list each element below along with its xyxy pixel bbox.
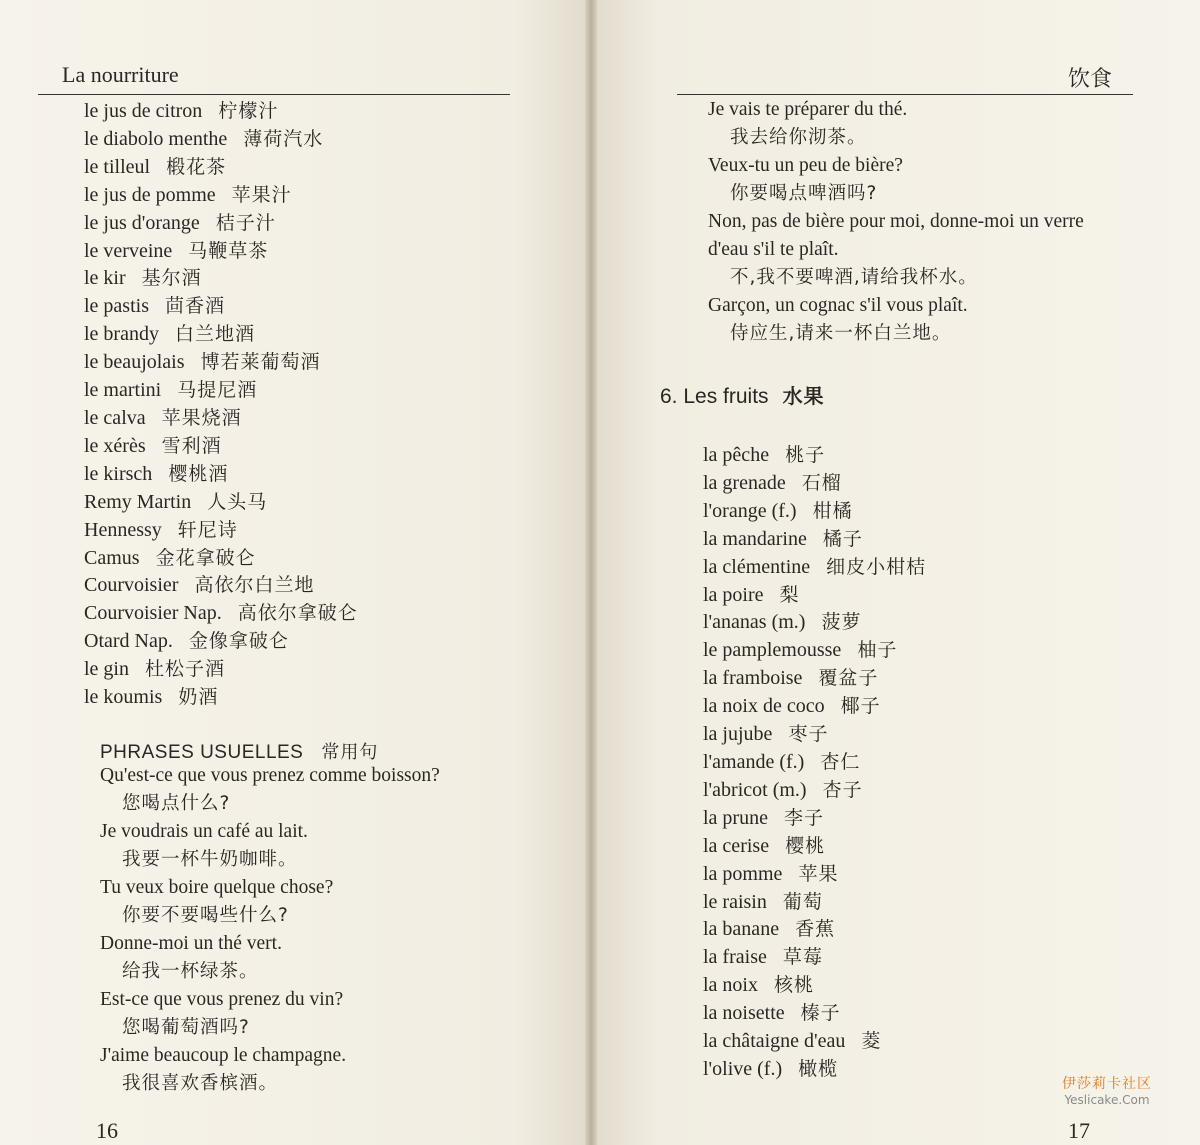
vocab-item — [84, 293, 358, 321]
phrase-item — [100, 1042, 440, 1098]
section-title-fruits — [660, 380, 825, 409]
phrase-item — [708, 292, 1084, 348]
vocab-fr: le koumis — [84, 686, 163, 709]
left-page — [0, 0, 585, 1145]
vocab-fr: Courvoisier Nap. — [84, 602, 222, 625]
vocab-zh: 菠萝 — [821, 611, 862, 634]
vocab-item — [703, 582, 926, 610]
vocab-zh: 薄荷汽水 — [243, 127, 324, 150]
vocab-zh: 苹果 — [798, 862, 839, 885]
vocab-item — [84, 684, 358, 712]
phrase-fr-cont: d'eau s'il te plaît. — [708, 239, 839, 260]
phrase-fr: J'aime beaucoup le champagne. — [100, 1045, 347, 1066]
running-head-right: 饮食 — [1067, 67, 1112, 92]
vocab-zh: 椰子 — [840, 695, 881, 718]
phrase-fr: Veux-tu un peu de bière? — [708, 155, 903, 176]
right-phrases-list — [708, 96, 1084, 348]
vocab-zh: 核桃 — [774, 974, 815, 997]
vocab-fr: le martini — [84, 379, 162, 402]
vocab-zh: 杜松子酒 — [145, 658, 226, 681]
vocab-zh: 覆盆子 — [818, 667, 879, 690]
vocab-item — [84, 572, 358, 600]
vocab-item — [703, 944, 926, 972]
vocab-zh: 桔子汁 — [215, 211, 276, 234]
phrase-zh: 你要不要喝些什么? — [122, 905, 289, 926]
vocab-zh: 橄榄 — [798, 1057, 839, 1080]
vocab-zh: 苹果烧酒 — [161, 406, 242, 429]
vocab-item — [703, 637, 926, 665]
vocab-item — [703, 916, 926, 944]
vocab-zh: 细皮小柑桔 — [826, 555, 927, 578]
vocab-fr: la pêche — [703, 444, 770, 466]
vocab-item — [84, 321, 358, 349]
vocab-fr: Otard Nap. — [84, 630, 173, 653]
phrase-fr: Qu'est-ce que vous prenez comme boisson? — [100, 765, 440, 786]
phrase-item — [708, 96, 1084, 152]
vocab-fr: l'abricot (m.) — [703, 778, 807, 801]
vocab-fr: la fraise — [703, 946, 767, 969]
vocab-item — [84, 349, 358, 377]
running-head-left: La nourriture — [62, 62, 179, 87]
phrase-item — [100, 818, 440, 874]
vocab-zh: 樱桃酒 — [168, 462, 229, 485]
phrase-zh: 侍应生,请来一杯白兰地。 — [730, 323, 952, 344]
phrase-zh: 您喝点什么? — [122, 793, 231, 814]
watermark-en: Yeslicake.Com — [1064, 1092, 1150, 1107]
vocab-zh: 金花拿破仑 — [155, 546, 256, 569]
vocab-fr: la mandarine — [703, 527, 807, 550]
vocab-item — [84, 182, 358, 210]
vocab-item — [703, 693, 926, 721]
vocab-item — [84, 238, 358, 266]
page-number-right: 17 — [1068, 1118, 1090, 1143]
vocab-item — [703, 1000, 926, 1028]
vocab-item — [84, 98, 358, 126]
left-vocab-list — [84, 98, 358, 712]
vocab-item — [84, 489, 358, 517]
phrase-fr: Garçon, un cognac s'il vous plaît. — [708, 295, 968, 316]
vocab-item — [703, 777, 926, 805]
section-title-fr: 6. Les fruits — [660, 385, 769, 408]
vocab-item — [84, 377, 358, 405]
phrase-zh: 您喝葡萄酒吗? — [122, 1017, 250, 1038]
vocab-item — [703, 972, 926, 1000]
vocab-item — [703, 833, 926, 861]
vocab-zh: 枣子 — [788, 723, 829, 746]
vocab-zh: 高依尔白兰地 — [194, 574, 315, 597]
vocab-item — [703, 749, 926, 777]
vocab-zh: 李子 — [783, 806, 824, 829]
vocab-zh: 雪利酒 — [161, 434, 222, 457]
vocab-item — [703, 721, 926, 749]
vocab-fr: le jus de citron — [84, 100, 203, 122]
vocab-fr: le kir — [84, 267, 126, 290]
right-vocab-list — [703, 442, 926, 1084]
vocab-item — [703, 861, 926, 889]
vocab-fr: Remy Martin — [84, 490, 192, 513]
vocab-fr: le jus d'orange — [84, 211, 200, 234]
vocab-fr: le beaujolais — [84, 351, 185, 374]
vocab-zh: 梨 — [779, 583, 800, 606]
vocab-fr: la pomme — [703, 862, 783, 885]
vocab-fr: l'olive (f.) — [703, 1057, 783, 1080]
vocab-item — [703, 470, 926, 498]
vocab-zh: 杏仁 — [820, 750, 861, 773]
vocab-fr: l'amande (f.) — [703, 750, 805, 773]
vocab-fr: le pamplemousse — [703, 639, 842, 662]
vocab-fr: le xérès — [84, 434, 146, 457]
vocab-item — [84, 265, 358, 293]
vocab-zh: 柑橘 — [812, 499, 853, 522]
vocab-zh: 柚子 — [857, 639, 898, 662]
vocab-zh: 轩尼诗 — [177, 518, 238, 541]
vocab-zh: 杏子 — [822, 778, 863, 801]
vocab-zh: 橘子 — [822, 527, 863, 550]
phrase-fr: Tu veux boire quelque chose? — [100, 877, 334, 898]
page-number-left: 16 — [96, 1118, 118, 1143]
vocab-fr: le pastis — [84, 295, 149, 318]
vocab-item — [84, 628, 358, 656]
phrases-title — [100, 738, 378, 764]
vocab-item — [84, 126, 358, 154]
vocab-zh: 奶酒 — [178, 686, 219, 709]
phrase-zh: 我很喜欢香槟酒。 — [122, 1073, 279, 1094]
phrase-item — [100, 874, 440, 930]
vocab-item — [84, 461, 358, 489]
vocab-fr: le verveine — [84, 239, 173, 262]
vocab-fr: Courvoisier — [84, 574, 179, 597]
vocab-fr: le raisin — [703, 890, 767, 913]
phrase-zh: 我要一杯牛奶咖啡。 — [122, 849, 298, 870]
vocab-fr: l'ananas (m.) — [703, 611, 806, 634]
vocab-item — [703, 665, 926, 693]
vocab-zh: 马提尼酒 — [177, 379, 258, 402]
vocab-zh: 香蕉 — [795, 918, 836, 941]
vocab-fr: le kirsch — [84, 462, 153, 485]
vocab-zh: 人头马 — [207, 490, 268, 513]
section-title-zh: 水果 — [782, 384, 825, 408]
vocab-item — [703, 1028, 926, 1056]
phrase-fr: Non, pas de bière pour moi, donne-moi un verre — [708, 211, 1084, 232]
phrase-item — [100, 930, 440, 986]
phrase-fr: Je voudrais un café au lait. — [100, 821, 308, 842]
vocab-fr: la noix de coco — [703, 695, 825, 718]
phrase-item — [708, 208, 1084, 292]
phrase-item — [100, 986, 440, 1042]
phrases-title-zh: 常用句 — [321, 742, 379, 763]
vocab-fr: la framboise — [703, 667, 803, 690]
vocab-item — [84, 154, 358, 182]
vocab-fr: le brandy — [84, 323, 159, 346]
vocab-item — [84, 433, 358, 461]
vocab-item — [703, 805, 926, 833]
vocab-fr: le tilleul — [84, 155, 151, 178]
vocab-fr: la poire — [703, 583, 764, 606]
book-gutter — [585, 0, 597, 1145]
vocab-zh: 博若莱葡萄酒 — [200, 351, 321, 374]
left-phrases-list — [100, 762, 440, 1098]
vocab-zh: 菱 — [861, 1030, 882, 1053]
phrase-zh: 给我一杯绿茶。 — [122, 961, 259, 982]
vocab-fr: la clémentine — [703, 555, 811, 578]
vocab-zh: 高依尔拿破仑 — [237, 602, 358, 625]
vocab-fr: la noix — [703, 974, 758, 997]
vocab-item — [84, 600, 358, 628]
vocab-fr: Camus — [84, 546, 140, 569]
phrase-fr: Donne-moi un thé vert. — [100, 933, 282, 954]
vocab-fr: la jujube — [703, 723, 773, 746]
vocab-item — [84, 656, 358, 684]
vocab-item — [84, 517, 358, 545]
phrases-title-fr: PHRASES USUELLES — [100, 742, 304, 763]
phrase-item — [708, 152, 1084, 208]
phrase-fr: Est-ce que vous prenez du vin? — [100, 989, 344, 1010]
vocab-zh: 葡萄 — [782, 890, 823, 913]
vocab-zh: 苹果汁 — [231, 183, 292, 206]
vocab-fr: Hennessy — [84, 518, 162, 541]
phrase-fr: Je vais te préparer du thé. — [708, 99, 908, 120]
phrase-zh: 你要喝点啤酒吗? — [730, 183, 878, 204]
vocab-zh: 金像拿破仑 — [188, 630, 289, 653]
vocab-fr: la prune — [703, 806, 768, 829]
vocab-fr: le calva — [84, 406, 146, 429]
vocab-item — [703, 609, 926, 637]
vocab-item — [703, 554, 926, 582]
phrase-zh: 我去给你沏茶。 — [730, 127, 867, 148]
vocab-zh: 草莓 — [782, 946, 823, 969]
vocab-item — [703, 889, 926, 917]
vocab-fr: l'orange (f.) — [703, 499, 797, 522]
vocab-fr: la grenade — [703, 471, 786, 494]
vocab-fr: la noisette — [703, 1002, 785, 1025]
vocab-item — [703, 498, 926, 526]
header-rule-right — [677, 94, 1133, 95]
vocab-zh: 桃子 — [785, 444, 826, 466]
site-watermark — [1062, 1076, 1152, 1107]
vocab-item — [84, 405, 358, 433]
vocab-fr: le diabolo menthe — [84, 127, 228, 150]
phrase-item — [100, 762, 440, 818]
vocab-item — [703, 442, 926, 470]
vocab-fr: la banane — [703, 918, 780, 941]
phrase-zh: 不,我不要啤酒,请给我杯水。 — [730, 267, 978, 288]
vocab-fr: la châtaigne d'eau — [703, 1030, 846, 1053]
vocab-item — [703, 1056, 926, 1084]
vocab-fr: le gin — [84, 658, 129, 681]
vocab-zh: 椴花茶 — [166, 155, 227, 178]
vocab-zh: 马鞭草茶 — [188, 239, 269, 262]
vocab-fr: la cerise — [703, 834, 770, 857]
header-rule-left — [38, 94, 510, 95]
vocab-item — [703, 526, 926, 554]
watermark-cn: 伊莎莉卡社区 — [1062, 1076, 1152, 1092]
vocab-item — [84, 210, 358, 238]
vocab-fr: le jus de pomme — [84, 183, 216, 206]
vocab-zh: 基尔酒 — [141, 267, 202, 290]
vocab-zh: 柠檬汁 — [218, 100, 279, 122]
vocab-zh: 榛子 — [800, 1002, 841, 1025]
vocab-zh: 白兰地酒 — [174, 323, 255, 346]
vocab-zh: 茴香酒 — [165, 295, 226, 318]
vocab-item — [84, 545, 358, 573]
vocab-zh: 石榴 — [801, 471, 842, 494]
vocab-zh: 樱桃 — [785, 834, 826, 857]
